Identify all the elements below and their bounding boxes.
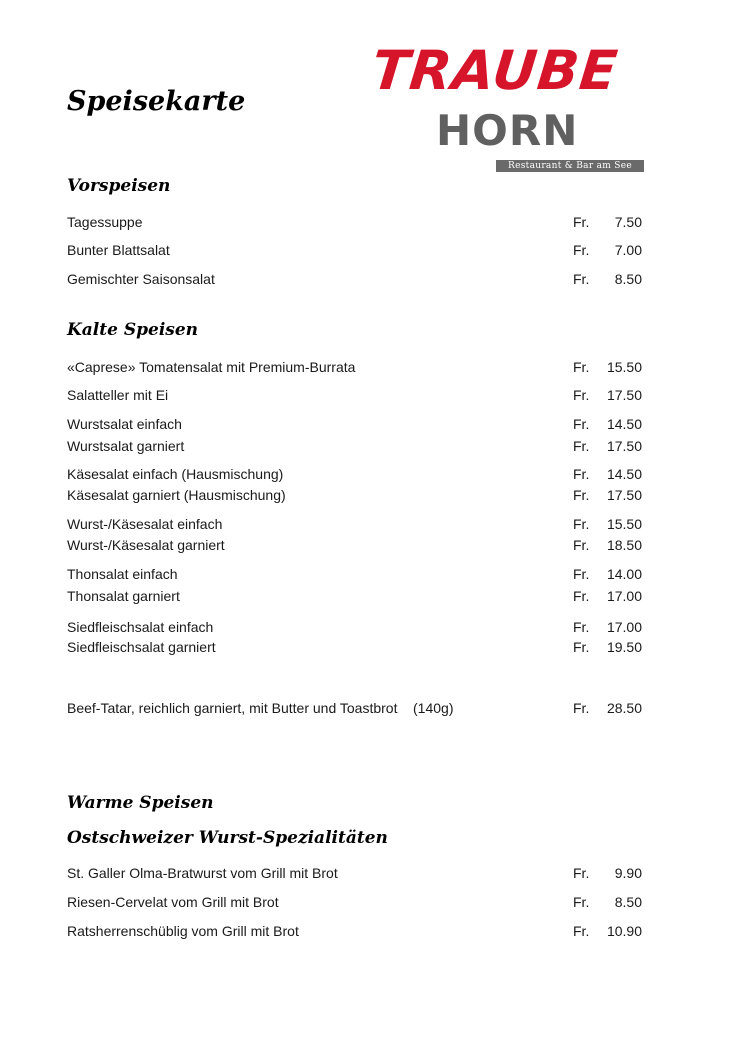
item-price: 7.00	[614, 242, 642, 258]
logo-tagline: Restaurant & Bar am See	[496, 160, 644, 172]
item-name: Thonsalat einfach	[67, 566, 178, 582]
item-name: Wurstsalat garniert	[67, 438, 185, 454]
menu-item	[67, 240, 642, 260]
menu-item	[67, 637, 642, 657]
item-currency: Fr.	[573, 438, 590, 454]
item-currency: Fr.	[573, 566, 590, 582]
menu-item	[67, 698, 642, 718]
menu-item	[67, 269, 642, 289]
item-currency: Fr.	[573, 271, 590, 287]
item-price: 14.00	[606, 566, 642, 582]
item-name: Beef-Tatar, reichlich garniert, mit Butter und Toastbrot (140g)	[67, 700, 454, 716]
menu-item	[67, 921, 642, 941]
item-price: 28.50	[606, 700, 642, 716]
item-price: 17.50	[606, 487, 642, 503]
page-title: Speisekarte	[67, 86, 246, 117]
item-price: 18.50	[606, 537, 642, 553]
item-currency: Fr.	[573, 359, 590, 375]
item-price: 17.00	[606, 619, 642, 635]
menu-item	[67, 464, 642, 484]
item-price: 15.50	[606, 359, 642, 375]
item-currency: Fr.	[573, 639, 590, 655]
menu-item	[67, 385, 642, 405]
item-name: Tagessuppe	[67, 214, 143, 230]
menu-item	[67, 863, 642, 883]
item-currency: Fr.	[573, 466, 590, 482]
section-subtitle-wurst-spezialitaeten: Ostschweizer Wurst-Spezialitäten	[67, 828, 388, 848]
menu-item	[67, 357, 642, 377]
item-name: «Caprese» Tomatensalat mit Premium-Burrata	[67, 359, 356, 375]
menu-item	[67, 586, 642, 606]
item-name: Wurstsalat einfach	[67, 416, 182, 432]
item-price: 8.50	[614, 894, 642, 910]
item-name: Siedfleischsalat garniert	[67, 639, 216, 655]
section-title-vorspeisen: Vorspeisen	[67, 176, 171, 196]
menu-item	[67, 436, 642, 456]
item-price: 9.90	[614, 865, 642, 881]
item-price: 19.50	[606, 639, 642, 655]
section-title-warme-speisen: Warme Speisen	[67, 793, 214, 813]
menu-item	[67, 514, 642, 534]
logo-traube-text: TRAUBE	[368, 39, 622, 102]
item-currency: Fr.	[573, 588, 590, 604]
menu-item	[67, 535, 642, 555]
menu-item	[67, 617, 642, 637]
item-name: Thonsalat garniert	[67, 588, 180, 604]
item-price: 17.50	[606, 387, 642, 403]
menu-item	[67, 414, 642, 434]
item-currency: Fr.	[573, 619, 590, 635]
item-price: 17.00	[606, 588, 642, 604]
section-title-kalte-speisen: Kalte Speisen	[67, 320, 199, 340]
item-currency: Fr.	[573, 700, 590, 716]
item-price: 14.50	[606, 416, 642, 432]
item-currency: Fr.	[573, 894, 590, 910]
item-price: 7.50	[614, 214, 642, 230]
item-currency: Fr.	[573, 923, 590, 939]
item-name: Salatteller mit Ei	[67, 387, 169, 403]
item-currency: Fr.	[573, 387, 590, 403]
item-price: 17.50	[606, 438, 642, 454]
item-name: Bunter Blattsalat	[67, 242, 170, 258]
item-currency: Fr.	[573, 537, 590, 553]
item-name: Wurst-/Käsesalat garniert	[67, 537, 225, 553]
item-price: 10.90	[606, 923, 642, 939]
item-name: Wurst-/Käsesalat einfach	[67, 516, 223, 532]
item-name: Riesen-Cervelat vom Grill mit Brot	[67, 894, 279, 910]
menu-item	[67, 564, 642, 584]
item-currency: Fr.	[573, 416, 590, 432]
item-currency: Fr.	[573, 487, 590, 503]
item-currency: Fr.	[573, 242, 590, 258]
item-name: Ratsherrenschüblig vom Grill mit Brot	[67, 923, 299, 939]
menu-item	[67, 892, 642, 912]
item-price: 15.50	[606, 516, 642, 532]
menu-item	[67, 212, 642, 232]
item-currency: Fr.	[573, 214, 590, 230]
item-name: St. Galler Olma-Bratwurst vom Grill mit Brot	[67, 865, 338, 881]
item-currency: Fr.	[573, 516, 590, 532]
item-name: Käsesalat garniert (Hausmischung)	[67, 487, 286, 503]
restaurant-logo	[368, 39, 650, 176]
menu-item	[67, 485, 642, 505]
item-price: 14.50	[606, 466, 642, 482]
item-name: Gemischter Saisonsalat	[67, 271, 215, 287]
item-name: Käsesalat einfach (Hausmischung)	[67, 466, 284, 482]
item-price: 8.50	[614, 271, 642, 287]
item-name: Siedfleischsalat einfach	[67, 619, 214, 635]
item-currency: Fr.	[573, 865, 590, 881]
logo-horn-text: HORN	[436, 106, 579, 155]
